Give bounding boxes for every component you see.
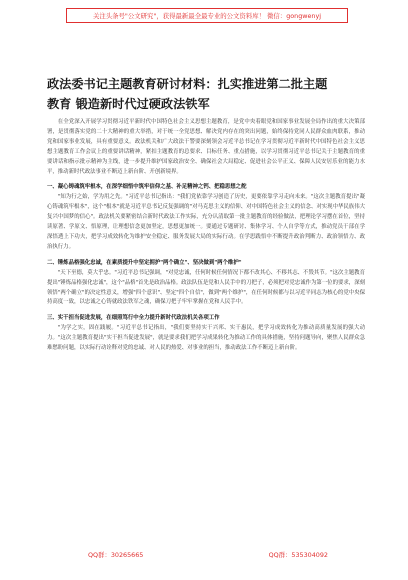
section-line: 不改其心、不移其志、不毁其节。"这次主题教育提出"锤炼品格强化忠诚"，这个"品 xyxy=(47,269,365,286)
section-paragraph xyxy=(47,269,365,309)
intro-line: 对于统一全党思想、解决党内存在的突出问题，始终保持党同人民群众血肉联系，推动党 xyxy=(47,128,365,145)
section-line: "天下至德，莫大乎忠。"习近平总书记强调，"对党忠诚，任何时候任何情况下都 xyxy=(57,269,250,276)
section-line: 动。在学思践悟中不断提升政治判断力、政治领悟力、政治执行力。 xyxy=(47,233,365,250)
section-line: 铸就政法铁军之魂，确保刀把子牢牢掌握在党和人民手中。 xyxy=(106,299,247,306)
section-paragraph xyxy=(47,193,365,252)
title-line-2: 教育 锻造新时代过硬政法铁军 xyxy=(47,97,210,111)
section-line: 取第一批主题教育的经验做法，把理论学习摆在首位，坚持读原著、学原文、悟原理，让 xyxy=(47,214,365,231)
section-line: 展"，就是要求我们把学习成果转化为推动工作的具体措施，坚持问题导向，聚焦人民群 xyxy=(144,335,355,342)
document-body xyxy=(47,118,365,354)
section-line: 的要求，深刻领悟"两个确立"的决定性意义，增强"四个意识"、坚定"四个自信"，做到 xyxy=(47,279,365,296)
intro-paragraph xyxy=(47,118,365,177)
section-line: 更要依靠学习走向未来。"这次主题教育提出"凝心铸魂筑牢根本"，这个"根本"就是 xyxy=(47,194,365,211)
title-line-1: 政法委书记主题教育研讨材料：扎实推进第二批主题 xyxy=(47,77,328,91)
intro-line: 习贯彻习近平新时代中国特色社会主义思想主题教育工作会议上的重要讲话精神，紧扣主 xyxy=(47,138,365,155)
intro-line: 和国家事业发展，具有重要意义。政法机关和广大政法干警要深刻领会习近平总书记在学 xyxy=(52,138,267,145)
document-title xyxy=(47,74,365,114)
intro-line: 眼党和国家事业发展全局作出的重大决策部署，是贯彻落实党的二十大精神的重大举措， xyxy=(47,119,365,135)
qq-group-left: QQ群：30265665 xyxy=(88,550,144,559)
footer xyxy=(88,548,328,560)
section-line: 党员干部在学深悟透上下功夫，把学习成效转化为维护安全稳定、服务发展大局的实际行 xyxy=(47,224,365,240)
section-line: 把学习成效转化为推动高质量发展的强大动力。"这次主题教育提出"实干担当促进发 xyxy=(47,325,365,342)
section-paragraph xyxy=(47,324,365,354)
section-line: 华民族伟大复兴中国梦的信心"。政法机关要紧密结合新时代政法工作实际，充分认清 xyxy=(47,204,365,221)
intro-line: 题教育的总要求、目标任务、重点措施，以学习贯彻习近平总书记关于主题教育的重要讲 xyxy=(47,148,365,165)
promo-banner: 关注头条号"公文研究"，获得最新最全最专业的公文资料库！ 微信：gongwenyj xyxy=(66,8,348,23)
section-line: 众急难愁盼问题，以实际行动诠释对党的忠诚、对人民的热爱、对事业的担当，推动政法 xyxy=(47,335,365,352)
section-line: 格"首先是政治品格。政法队伍是党和人民手中的刀把子，必须把对党忠诚作为第一位 xyxy=(130,279,333,286)
qq-group-right: QQ群：535304092 xyxy=(268,550,328,559)
intro-line: 境界。 xyxy=(165,168,182,175)
intro-line: 话和指示批示精神为主线，进一步提升维护国家政治安全、确保社会大局稳定、促进社会 xyxy=(57,158,272,165)
section-heading: 三、实干担当促进发展，在细照笃行中全力提升新时代政法机关各项工作 xyxy=(47,315,220,322)
section-line: "为学之实，固在践履。"习近平总书记指出，"我们要坚持实干兴邦、实干惠民， xyxy=(57,325,258,332)
section-heading: 一、凝心铸魂筑牢根本，在深学细悟中筑牢信仰之基、补足精神之钙、把稳思想之舵 xyxy=(47,184,247,191)
intro-line: 在全党深入开展学习贯彻习近平新时代中国特色社会主义思想主题教育，是党中央着 xyxy=(57,119,261,125)
section-line: "两个维护"，在任何时候都与以习近平同志为核心的党中央保持高度一致，以忠诚之心 xyxy=(47,289,365,306)
section-heading: 二、锤炼品格强化忠诚，在素质提升中坚定拥护"两个确立"、坚决做到"两个维护" xyxy=(47,259,242,266)
intro-line: 公平正义、保障人民安居乐业的能力水平，推动新时代政法事业不断迈上新台阶、开创新 xyxy=(47,158,365,175)
section-line: 工作不断迈上新台阶。 xyxy=(246,345,301,352)
section-line: 理想信念更加坚定，思想更加统一。要通过专题研讨、集体学习、个人自学等方式，推动 xyxy=(118,224,333,231)
section-line: "知为行之始，学为用之先。"习近平总书记指出："我们党依靠学习创造了历史， xyxy=(57,194,251,201)
section-line: 习近平总书记反复强调的"对马克思主义的信仰、对中国特色社会主义的信念、对实现中 xyxy=(130,204,338,211)
